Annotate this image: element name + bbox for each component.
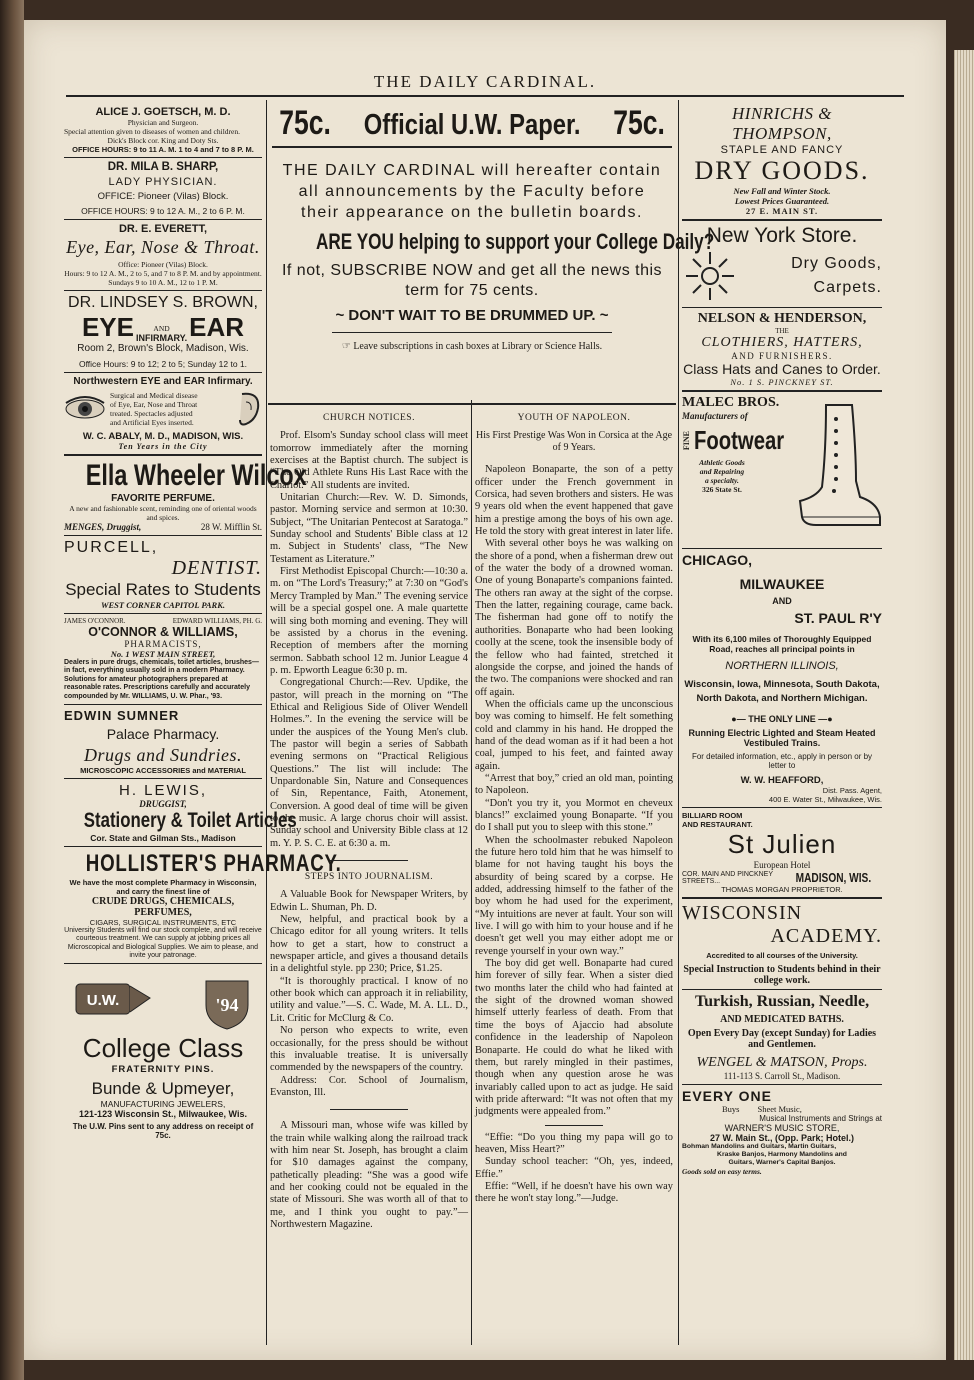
left-ads-column xyxy=(64,106,342,1346)
column-rule xyxy=(266,100,267,1345)
ad-northwestern-infirmary xyxy=(64,376,262,451)
ad-line: Toilet Articles xyxy=(187,809,297,833)
banner-price: 75c. xyxy=(279,104,331,142)
ad-line: Kraske Banjos, Harmony Mandolins and xyxy=(717,1151,847,1158)
ad-line: Special Instruction to Students behind in their college work. xyxy=(683,964,881,986)
article-paragraph: “Effie: “Do you thing my papa will go to heaven, Miss Heart?” xyxy=(475,1131,673,1155)
ad-line: and Repairing xyxy=(699,467,745,476)
ad-new-york-store xyxy=(682,224,882,304)
ad-line: European Hotel xyxy=(753,860,811,870)
ad-line: Special Rates to Students xyxy=(65,580,261,599)
ad-line: CRUDE DRUGS, CHEMICALS, PERFUMES, xyxy=(91,896,235,919)
ad-name: Ella Wheeler Wilcox xyxy=(85,459,307,492)
ad-line: 400 E. Water St., Milwaukee, Wis. xyxy=(768,795,882,804)
article-paragraph: First Methodist Episcopal Church:—10:30 a. m. on “The Lord's Treasury;” at 7:30 on “God's Mercy Trampled by Man.” The evening service will be a special gospel one. A male quartette will sing both morning and evening. They will be assisted by a chorus in the evening. Reception of members after the morning sermon. Sabbath school 12 m. Junior League 4 p. m. Epworth League 6:30 p. m. xyxy=(270,566,468,676)
ad-line: AND RESTAURANT. xyxy=(682,820,753,829)
ad-st-julien xyxy=(682,811,882,894)
ad-line: WEST CORNER CAPITOL PARK. xyxy=(100,600,226,610)
ad-line: MADISON, WIS. xyxy=(795,870,872,885)
ad-line: W. W. HEAFFORD, xyxy=(740,775,824,786)
banner-announcement: THE DAILY CARDINAL will hereafter contain all announcements by the Faculty before their appearance on the bulletin boards. xyxy=(282,162,662,221)
ad-line: MENGES, Druggist, xyxy=(64,522,142,532)
ad-line: The U.W. Pins sent to any address on receipt of 75c. xyxy=(72,1122,254,1141)
ad-line: EAR xyxy=(189,312,245,342)
ad-name: Northwestern EYE and EAR Infirmary. xyxy=(73,376,253,387)
article-paragraph: The boy did get well. Bonaparte had cured him forever of silly fear. When a sister died two months later the child who had fainted at the sight of the drowned woman showed himself utterly fearless of death. From that time the boys of Ajaccio had absolute confidence in the leadership of Napoleon Bonaparte. He could do what he liked with them, but rarely mingled in their pastimes, though when any question arose he was invariably called upon to act as judge. He said with pride afterward: “It was not often that my judgments were appealed from.” xyxy=(475,958,673,1118)
ad-line: STAPLE AND FANCY xyxy=(720,144,844,156)
ad-line: FAVORITE PERFUME. xyxy=(111,493,215,504)
ad-line: Footwear xyxy=(694,425,785,455)
ad-line: EYE xyxy=(81,312,134,342)
banner-drum-text: DON'T WAIT TO BE DRUMMED UP. xyxy=(348,307,596,324)
masthead-rule xyxy=(66,95,904,97)
ad-line: PHARMACISTS, xyxy=(124,639,202,649)
ad-sharp xyxy=(64,161,262,216)
ad-line: Palace Pharmacy. xyxy=(106,726,220,743)
article-paragraph: A Valuable Book for Newspaper Writers, by Edwin L. Shuman, Ph. D. xyxy=(270,889,468,913)
ad-line: Bohman Mandolins and Guitars, Martin Guitars, xyxy=(682,1143,837,1150)
ad-line: OFFICE HOURS: 9 to 12 A. M., 2 to 6 P. M. xyxy=(81,206,245,216)
article-paragraph: Effie: “Well, if he doesn't have his own way there he won't stay long.”—Judge. xyxy=(475,1180,673,1205)
ad-name: CHICAGO, xyxy=(682,552,752,568)
ad-line: FRATERNITY PINS. xyxy=(111,1064,215,1076)
ad-line: Special attention given to diseases of women and children. xyxy=(64,127,240,136)
ad-line: AND xyxy=(153,324,170,333)
newspaper-page xyxy=(24,20,946,1360)
ad-class-pins xyxy=(64,967,262,1140)
article-paragraph: When the schoolmaster rebuked Napoleon the future hero told him that he was himself to blame for not having taught his boys the absurdity of being scared by a corpse. He added, addressing himself to the father of the boy whom he had used for the experiment, “My intuitions are never at fault. Your son will live. I will go with him to your house and if he doesn't get well you may either adopt me or revenge yourself in your own way.” xyxy=(475,834,673,957)
banner-leave xyxy=(272,341,672,352)
ad-baths xyxy=(682,993,882,1081)
article-paragraph: New, helpful, and practical book by a Chicago editor for all young writers. It tells how to get a start, how to construct a newspaper article, and gives a thousand details in a delightful style. pp 230; Price, $1.25. xyxy=(270,914,468,975)
ad-goetsch xyxy=(64,106,262,154)
banner-subscribe: If not, SUBSCRIBE NOW and get all the news this term for 75 cents. xyxy=(281,262,663,299)
ad-lewis: H. LEWIS, DRUGGIST, Stationery & Toilet Articles Cor. State and Gilman Sts., Madison xyxy=(64,782,262,843)
ad-line: We have the most complete Pharmacy in Wisconsin, and carry the finest line of xyxy=(69,878,257,897)
column-rule xyxy=(471,400,472,1345)
ad-name: EVERY ONE xyxy=(682,1088,772,1104)
banner-title: Official U.W. Paper. xyxy=(363,109,581,141)
ad-line: NORTHERN ILLINOIS, xyxy=(725,660,839,672)
ad-name: College Class xyxy=(82,1033,244,1064)
ad-academy xyxy=(682,902,882,986)
ad-line: No. 1 S. PINCKNEY ST. xyxy=(730,377,834,387)
ad-line: Dealers in pure drugs, chemicals, toilet articles, brushes—in fact, everything usually sold in a modern Pharmacy. Solutions for amateur photographers prepared at reasonable rates. Prescriptions carefully and accurately compounded by Mr. WILLIAMS, U. W. Phar., '93. xyxy=(64,659,259,700)
ad-line: 111-113 S. Carroll St., Madison. xyxy=(723,1071,841,1081)
ad-line: DRY GOODS. xyxy=(694,156,870,185)
ad-line: Buys xyxy=(722,1104,740,1114)
ad-line: and Artificial Eyes inserted. xyxy=(110,418,194,427)
church-notices-column xyxy=(270,408,468,1348)
column-rule xyxy=(678,100,679,1345)
ad-line: Accredited to all courses of the University. xyxy=(706,951,858,960)
ad-name: PURCELL, xyxy=(64,539,159,556)
article-paragraph: “Don't you try it, you Mormot en cheveux blancs!” exclaimed young Bonaparte. “If you do I shall put you to sleep with this stone.” xyxy=(475,797,673,834)
ad-line: Carpets. xyxy=(813,279,882,296)
class-shield-text: '94 xyxy=(215,995,239,1016)
ad-line: CIGARS, SURGICAL INSTRUMENTS, ETC xyxy=(89,918,237,928)
pointing-hand-icon: ☞ xyxy=(341,341,351,352)
ad-line: Eye, Ear, Nose & Throat. xyxy=(66,237,260,257)
ad-railway xyxy=(682,552,882,804)
ad-line: MANUFACTURING JEWELERS, xyxy=(100,1099,226,1110)
ad-line: WENGEL & MATSON, Props. xyxy=(696,1055,868,1070)
ad-hollister xyxy=(64,850,342,960)
ad-line: Surgical and Medical disease xyxy=(110,391,198,400)
article-paragraph: A Missouri man, whose wife was killed by the train while walking along the railroad track with him near St. Joseph, has brought a claim for $10 damages against the company, pathetically pleading: “She was a good wife and her cooking could not be equaled in the state of Missouri. She was worth all of that to me, and I think you ought to pay.”—Northwestern Magazine. xyxy=(270,1120,468,1230)
ad-line: Goods sold on easy terms. xyxy=(682,1167,762,1176)
banner-drum: ~ DON'T WAIT TO BE DRUMMED UP. ~ xyxy=(335,307,609,324)
ad-name: DR. E. EVERETT, xyxy=(118,223,208,235)
ad-line: Lowest Prices Guaranteed. xyxy=(734,196,830,206)
ad-line: FINE xyxy=(682,430,691,451)
ad-name: HINRICHS & THOMPSON, xyxy=(732,104,832,143)
ad-line-only: ●— THE ONLY LINE —● xyxy=(731,714,833,724)
ad-line: With its 6,100 miles of Thoroughly Equipped Road, reaches all principal points in xyxy=(692,634,872,654)
article-headline: YOUTH OF NAPOLEON. xyxy=(517,413,631,423)
subscription-banner xyxy=(272,104,715,400)
ad-name: EDWIN SUMNER xyxy=(64,708,180,724)
ad-name: St Julien xyxy=(727,829,837,859)
ad-line: Hours: 9 to 12 A. M., 2 to 5, and 7 to 8 P. M. and by appointment. Sundays 9 to 10 A. M., 12 to 1 P. M. xyxy=(64,269,262,287)
article-paragraph: Unitarian Church:—Rev. W. D. Simonds, pastor. Morning service and sermon at 10:30. Subject, “The Unitarian Pentecost at Saratoga.” Sunday school and Students' Bible class at 12 m. Subject in Students' class, “The New Testament as Literature.” xyxy=(270,492,468,565)
banner-price: 75c. xyxy=(613,104,665,142)
ad-line: 27 W. Main St., (Opp. Park; Hotel.) xyxy=(709,1133,855,1143)
ad-line: Room 2, Brown's Block, Madison, Wis. xyxy=(77,343,249,354)
ad-line: Dist. Pass. Agent, xyxy=(822,786,882,795)
article-subhead: His First Prestige Was Won in Corsica at the Age of 9 Years. xyxy=(475,430,673,454)
ad-line: New Fall and Winter Stock. xyxy=(733,186,831,196)
ad-line: Cor. State and Gilman Sts., Madison xyxy=(90,833,236,844)
ad-line: 28 W. Mifflin St. xyxy=(200,522,262,532)
article-paragraph: Address: Cor. School of Journalism, Evanston, Ill. xyxy=(270,1074,468,1098)
ad-line: MICROSCOPIC ACCESSORIES and MATERIAL xyxy=(80,766,246,776)
ad-name: O'CONNOR & WILLIAMS, xyxy=(88,625,238,639)
ad-oconnor xyxy=(64,617,262,701)
article-paragraph: With several other boys he was walking on the shore of a pond, when a fisherman drew out of the water the body of a drowned woman. One of young Bonaparte's companions fainted. The others ran away at the sight of the corpse. Then the latter, regaining courage, came back. The fisherman had gone off to notify the authorities. Bonaparte who had been looking coolly at the scene, took the insensible body of the fellow who had fainted, stretched it alongside the corpse, and joined the hands of the two. The companions were shocked and ran off again. xyxy=(475,538,673,698)
ad-brown xyxy=(64,294,262,369)
ad-line: Open Every Day (except Sunday) for Ladies and Gentlemen. xyxy=(687,1028,877,1050)
ad-line: MILWAUKEE xyxy=(739,576,825,592)
ad-nelson xyxy=(682,311,882,387)
ad-name: WISCONSIN xyxy=(682,902,803,924)
right-ads-column xyxy=(682,104,882,1349)
article-paragraph: “It is thoroughly practical. I know of no other book which can approach it in reliability, utility and value.”—S. C. Wade, M. A. LL. D., Lit. Critic for McClurg & Co. xyxy=(270,975,468,1024)
ad-name: DR. LINDSEY S. BROWN, xyxy=(68,294,258,311)
ad-line: THOMAS MORGAN PROPRIETOR. xyxy=(721,885,843,894)
ad-line: Stationery xyxy=(83,809,166,833)
sun-icon xyxy=(682,248,738,304)
ad-line: Running Electric Lighted and Steam Heated Vestibuled Trains. xyxy=(688,728,876,748)
ad-malec xyxy=(682,395,882,545)
boot-illustration-icon xyxy=(786,401,882,531)
ad-name: HOLLISTER'S PHARMACY. xyxy=(85,850,342,878)
ad-line: of Eye, Ear, Nose and Throat xyxy=(110,400,198,409)
article-paragraph: Prof. Elsom's Sunday school class will meet tomorrow immediately after the morning exercises at the Baptist church. The subject is “The Old Athlete Runs His Last Race with the Chariot.” All students are invited. xyxy=(270,430,468,491)
ad-wilcox xyxy=(64,459,307,532)
ad-name: NELSON & HENDERSON, xyxy=(697,311,867,326)
ad-line: WARNER'S MUSIC STORE, xyxy=(724,1123,840,1133)
uw-pennant-text: U.W. xyxy=(86,992,120,1010)
ad-line: DENTIST. xyxy=(171,557,262,579)
ad-line: THE xyxy=(775,327,789,335)
ad-line: A new and fashionable scent, reminding one of oriental woods and spices. xyxy=(69,504,257,522)
ad-line: AND FURNISHERS. xyxy=(731,351,833,361)
ad-line: OFFICE: Pioneer (Vilas) Block. xyxy=(97,191,229,202)
ad-line: ACADEMY. xyxy=(770,925,882,947)
ad-line: ST. PAUL R'Y xyxy=(794,610,882,626)
ad-music-store xyxy=(682,1088,882,1176)
ad-hinrichs xyxy=(682,104,882,216)
ad-name: MALEC BROS. xyxy=(682,395,780,410)
ad-name: Turkish, Russian, Needle, xyxy=(694,993,870,1010)
ad-line: 27 E. MAIN ST. xyxy=(745,206,819,216)
ad-line: 326 State St. xyxy=(702,485,742,494)
ad-line: 121-123 Wisconsin St., Milwaukee, Wis. xyxy=(79,1109,247,1120)
ad-line: Athletic Goods xyxy=(699,458,745,467)
ad-name: DR. MILA B. SHARP, xyxy=(107,161,219,173)
ad-line: COR. MAIN AND PINCKNEY STREETS... xyxy=(682,870,773,885)
ad-name: New York Store. xyxy=(706,224,858,247)
ad-line: AND MEDICATED BATHS. xyxy=(720,1014,844,1025)
ad-line: For detailed information, etc., apply in person or by letter to xyxy=(691,752,873,770)
ad-line: Class Hats and Canes to Order. xyxy=(683,361,881,377)
ad-line: INFIRMARY. xyxy=(135,333,188,343)
article-headline: CHURCH NOTICES. xyxy=(323,413,415,423)
ad-everett xyxy=(64,223,262,287)
ad-line: Manufacturers of xyxy=(682,411,748,421)
ad-line: Ten Years in the City xyxy=(118,442,208,451)
uw-pennant-icon xyxy=(72,978,152,1028)
ad-line: Dick's Block cor. King and Doty Sts. xyxy=(107,136,219,145)
ad-line: CLOTHIERS, HATTERS, xyxy=(701,335,863,350)
ad-line: a specialty. xyxy=(705,476,739,485)
ad-line: JAMES O'CONNOR. xyxy=(64,617,126,625)
banner-rule xyxy=(268,403,676,405)
article-paragraph: “Arrest that boy,” cried an old man, pointing to Napoleon. xyxy=(475,772,673,797)
article-paragraph: When the officials came up the unconscious boy was coming to himself. He felt something cold and clammy in his hand. He dropped the hand of the dead woman as if it had been a hot coal, jumped to his feet, and fainted away again. xyxy=(475,698,673,772)
ad-line: EDWARD WILLIAMS, PH. G. xyxy=(172,617,262,625)
ad-line: Guitars, Warner's Capital Banjos. xyxy=(728,1159,836,1166)
ad-line: Wisconsin, Iowa, Minnesota, South Dakota, North Dakota, and Northern Michigan. xyxy=(684,679,880,704)
article-paragraph: Sunday school teacher: “Oh, yes, indeed, Effie.” xyxy=(475,1156,673,1180)
ad-line: Sheet Music, xyxy=(757,1104,802,1114)
ad-line: Physician and Surgeon. xyxy=(127,118,199,127)
ad-line: Drugs and Sundries. xyxy=(83,745,242,766)
ear-illustration-icon xyxy=(232,390,262,428)
eye-illustration-icon xyxy=(64,393,106,425)
banner-leave-text: Leave subscriptions in cash boxes at Library or Science Halls. xyxy=(353,341,603,352)
article-paragraph: Congregational Church:—Rev. Updike, the pastor, will preach in the morning on “The Ethical and Religious Side of Oliver Wendell Holmes.”. In the evening the service will be under the auspices of the Young Men's club. The pastor will begin a series of Sabbath evening sermons on “Practical Religious Questions.” The list will include: The Unpardonable Sin, Nature and Consequences of Sin, Repentance, Faith, Atonement, Conversion. A good deal of time will be given to the music. A large chorus choir will assist. Sunday school and University Bible class at 12 m. Y. P. S. C. E. at 6:30 a. m. xyxy=(270,677,468,849)
ad-line: Office: Pioneer (Vilas) Block. xyxy=(118,260,208,269)
ad-line: Musical Instruments and Strings at xyxy=(759,1114,882,1123)
ad-line: DRUGGIST, xyxy=(139,799,187,810)
ad-line: Bunde & Upmeyer, xyxy=(91,1079,235,1099)
ad-line: LADY PHYSICIAN. xyxy=(108,176,218,188)
ad-line: Dry Goods, xyxy=(791,255,882,272)
ad-line: No. 1 WEST MAIN STREET, xyxy=(110,649,216,659)
ad-line: treated. Spectacles adjusted xyxy=(110,409,193,418)
ad-line: OFFICE HOURS: 9 to 11 A. M. 1 to 4 and 7 to 8 P. M. xyxy=(72,145,254,154)
article-headline: STEPS INTO JOURNALISM. xyxy=(304,872,434,883)
ad-sumner xyxy=(64,708,262,775)
ad-line: University Students will find our stock complete, and will receive courteous treatment. We can supply at jobbing prices all Microscopical and Biological Supplies. We aim to please, and invite your patronage. xyxy=(64,927,262,959)
book-binding xyxy=(0,0,24,1380)
ad-line: AND xyxy=(772,596,792,606)
article-paragraph: No person who expects to write, even occasionally, for the press should be without this invaluable treatise. It is universally commended by the newspapers of the country. xyxy=(270,1025,468,1074)
ad-line: BILLIARD ROOM xyxy=(682,811,743,820)
class-shield-icon xyxy=(200,975,254,1031)
ad-name: H. LEWIS, xyxy=(118,782,207,800)
napoleon-column xyxy=(475,408,673,1348)
article-paragraph: Napoleon Bonaparte, the son of a petty officer under the French government in Corsica, had seven brothers and sisters. He was 9 years old when the event happened that gave him a prestige among the boys of his own age. He told the story with great interest in later life. xyxy=(475,464,673,538)
ad-line: THE ONLY LINE xyxy=(748,714,816,724)
ad-name: ALICE J. GOETSCH, M. D. xyxy=(95,106,231,118)
masthead: THE DAILY CARDINAL. xyxy=(373,72,597,91)
page-edge xyxy=(954,50,974,1360)
ad-line: W. C. ABALY, M. D., MADISON, WIS. xyxy=(82,431,244,442)
ad-line: Office Hours: 9 to 12; 2 to 5; Sunday 12 to 1. xyxy=(78,359,248,369)
ad-purcell xyxy=(64,539,262,610)
banner-question: ARE YOU helping to support your College Daily? xyxy=(316,229,715,254)
